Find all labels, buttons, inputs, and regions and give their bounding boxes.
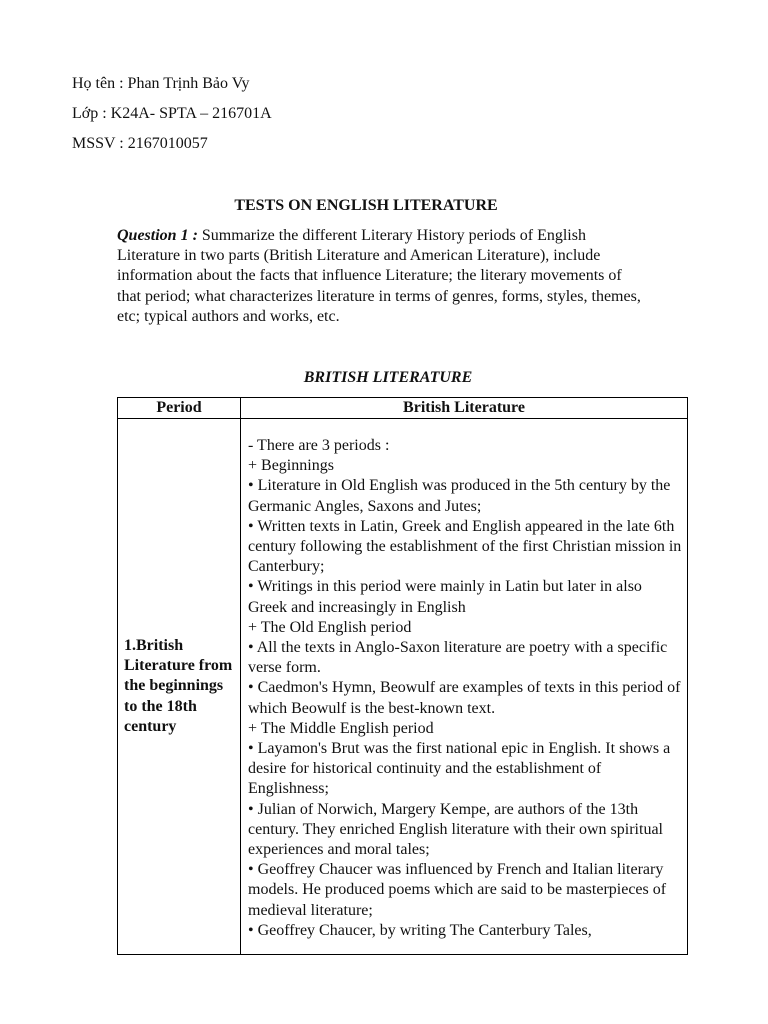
content-cell [241,419,688,955]
student-name-line: Họ tên : Phan Trịnh Bảo Vy [72,75,250,92]
content-line: + The Old English period [248,618,412,636]
question-label: Question 1 : [117,227,198,244]
literature-table [117,397,688,955]
section-title: BRITISH LITERATURE [303,369,473,386]
content-line: • Geoffrey Chaucer, by writing The Canterbury Tales, [248,921,592,939]
content-line: + The Middle English period [248,719,434,737]
table-row [118,419,688,955]
content-line: • Writings in this period were mainly in Latin but later in also Greek and increasingly in English [248,578,642,616]
question-paragraph [117,226,642,327]
student-id-line: MSSV : 2167010057 [72,135,208,152]
content-line: • Geoffrey Chaucer was influenced by French and Italian literary models. He produced poems which are said to be masterpieces of medieval literature; [248,861,667,919]
column-header-british-literature: British Literature [241,398,688,419]
content-line: • All the texts in Anglo-Saxon literature are poetry with a specific verse form. [248,639,668,677]
document-title: TESTS ON ENGLISH LITERATURE [234,197,498,214]
content-line: • Literature in Old English was produced in the 5th century by the Germanic Angles, Saxons and Jutes; [248,477,671,515]
period-cell: 1.British Literature from the beginnings to the 18th century [118,419,241,955]
question-text: Summarize the different Literary History periods of English Literature in two parts (British Literature and American Literature), include information about the facts that influence Literature; the literary movements of that period; what characterizes literature in terms of genres, forms, styles, themes, etc; typical authors and works, etc. [117,227,641,325]
content-line: • Written texts in Latin, Greek and English appeared in the late 6th century following the establishment of the first Christian mission in Canterbury; [248,517,682,576]
content-line: - There are 3 periods : [248,437,390,454]
content-line: + Beginnings [248,457,334,475]
table-header-row [118,398,688,419]
content-line: • Caedmon's Hymn, Beowulf are examples of texts in this period of which Beowulf is the best-known text. [248,679,681,717]
column-header-period: Period [118,398,241,419]
content-line: • Layamon's Brut was the first national epic in English. It shows a desire for historical continuity and the establishment of Englishness; [248,740,671,798]
content-line: • Julian of Norwich, Margery Kempe, are authors of the 13th century. They enriched English literature with their own spiritual experiences and moral tales; [248,800,663,859]
class-line: Lớp : K24A- SPTA – 216701A [72,105,272,122]
